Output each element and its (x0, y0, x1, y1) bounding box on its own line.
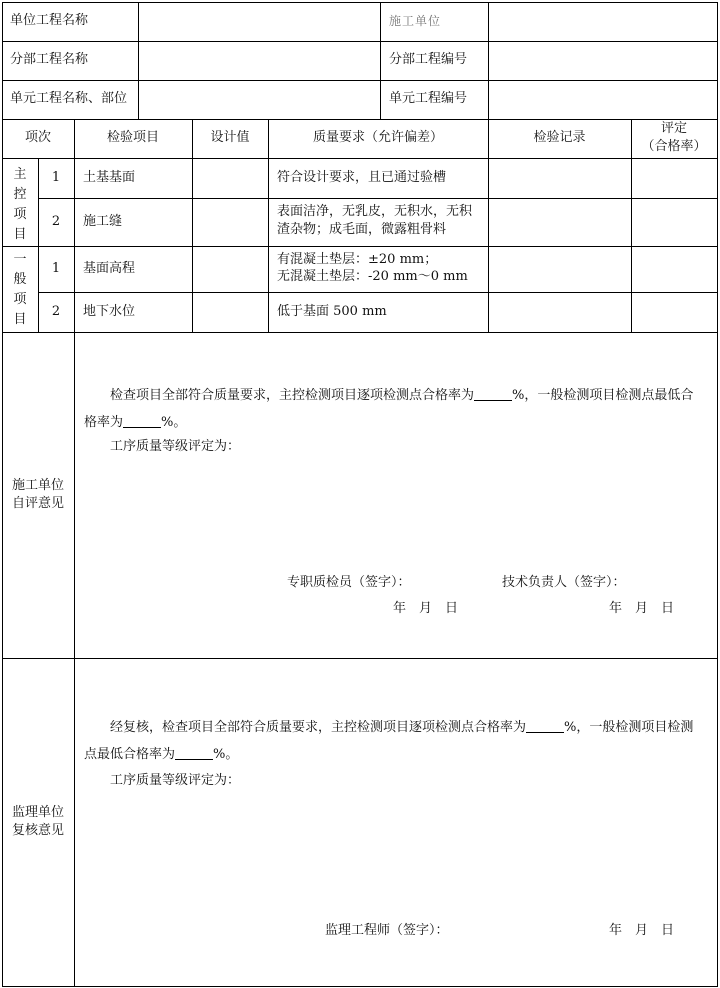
col-line (380, 2, 381, 120)
sub-project-label: 分部工程名称 (10, 52, 89, 67)
row-item: 土基基面 (83, 170, 136, 185)
contractor-date-1: 年 月 日 (393, 601, 459, 616)
col-header-inspection-item: 检验项目 (106, 130, 159, 145)
col-header-rating-line1: 评定 (660, 121, 687, 136)
element-label: 单元工程名称、部位 (10, 91, 128, 106)
row-line (2, 158, 718, 159)
col-line (74, 119, 75, 333)
inspector-signature-label: 专职质检员（签字）： (287, 575, 411, 590)
col-header-quality-req: 质量要求（允许偏差） (312, 130, 443, 145)
contractor-label-line1: 施工单位 (11, 478, 64, 493)
col-line (138, 2, 139, 120)
row-requirement: 低于基面 500 mm (277, 304, 387, 319)
supervisor-grade-label: 工序质量等级评定为： (110, 773, 241, 788)
contractor-opinion (84, 382, 714, 436)
main-pass-rate-blank[interactable] (474, 386, 512, 401)
border-right (717, 2, 718, 987)
col-header-item-class: 项次 (24, 130, 51, 145)
tech-lead-signature-label: 技术负责人（签字）： (502, 575, 626, 590)
contractor-text-b: %，一般检测项目检测点最低合 (512, 388, 694, 403)
contractor-grade-label: 工序质量等级评定为： (110, 439, 241, 454)
col-line (488, 119, 489, 333)
border-bottom (2, 986, 718, 987)
row-item: 施工缝 (83, 214, 123, 229)
row-line (38, 198, 718, 199)
unit-project-label: 单位工程名称 (10, 13, 89, 28)
row-line (2, 41, 718, 42)
row-no: 1 (51, 261, 61, 276)
sup-main-pass-rate-blank[interactable] (526, 718, 564, 733)
row-line (2, 246, 718, 247)
col-line (488, 2, 489, 120)
row-requirement: 符合设计要求，且已通过验槽 (277, 170, 447, 185)
stamp-mark: 施工单位 (389, 14, 442, 28)
contractor-text-c: 格率为 (84, 415, 124, 430)
row-line (2, 80, 718, 81)
row-no: 2 (51, 304, 61, 319)
col-header-design-value: 设计值 (210, 130, 250, 145)
sup-general-pass-rate-blank[interactable] (175, 745, 213, 760)
col-header-record: 检验记录 (533, 130, 586, 145)
engineer-signature-label: 监理工程师（签字）： (325, 923, 449, 938)
supervisor-text-c: 点最低合格率为 (84, 747, 176, 762)
row-requirement-cont: 无混凝土垫层：-20 mm～0 mm (277, 269, 468, 284)
row-item: 基面高程 (83, 261, 136, 276)
col-line (268, 119, 269, 333)
element-no-label: 单元工程编号 (389, 91, 468, 106)
col-line (192, 119, 193, 333)
contractor-text-d: %。 (161, 415, 187, 430)
row-line (2, 119, 718, 120)
contractor-date-2: 年 月 日 (609, 601, 675, 616)
supervisor-label-line1: 监理单位 (11, 805, 64, 820)
supervisor-text-b: %，一般检测项目检测 (564, 720, 694, 735)
supervisor-label-line2: 复核意见 (11, 823, 64, 838)
group-label-general: 一般项目 (13, 252, 27, 327)
group-label-main: 主控项目 (13, 167, 27, 242)
row-line (2, 332, 718, 333)
contractor-label-line2: 自评意见 (11, 496, 64, 511)
row-requirement: 表面洁净，无乳皮，无积水，无积 (277, 204, 473, 219)
supervisor-date: 年 月 日 (609, 923, 675, 938)
border-top (2, 2, 718, 3)
supervisor-text-d: %。 (213, 747, 239, 762)
general-pass-rate-blank[interactable] (123, 413, 161, 428)
supervisor-text-a: 经复核，检查项目全部符合质量要求，主控检测项目逐项检测点合格率为 (110, 720, 527, 735)
row-no: 2 (51, 214, 61, 229)
row-item: 地下水位 (83, 304, 136, 319)
row-no: 1 (51, 170, 61, 185)
col-line (74, 332, 75, 987)
row-line (38, 292, 718, 293)
col-header-rating-line2: （合格率） (641, 139, 707, 154)
sub-project-no-label: 分部工程编号 (389, 52, 468, 67)
contractor-text-a: 检查项目全部符合质量要求，主控检测项目逐项检测点合格率为 (110, 388, 475, 403)
row-requirement-cont: 渣杂物；成毛面，微露粗骨料 (277, 222, 447, 237)
row-line (2, 658, 718, 659)
supervisor-opinion (84, 714, 714, 768)
row-requirement: 有混凝土垫层：±20 mm； (277, 252, 438, 267)
